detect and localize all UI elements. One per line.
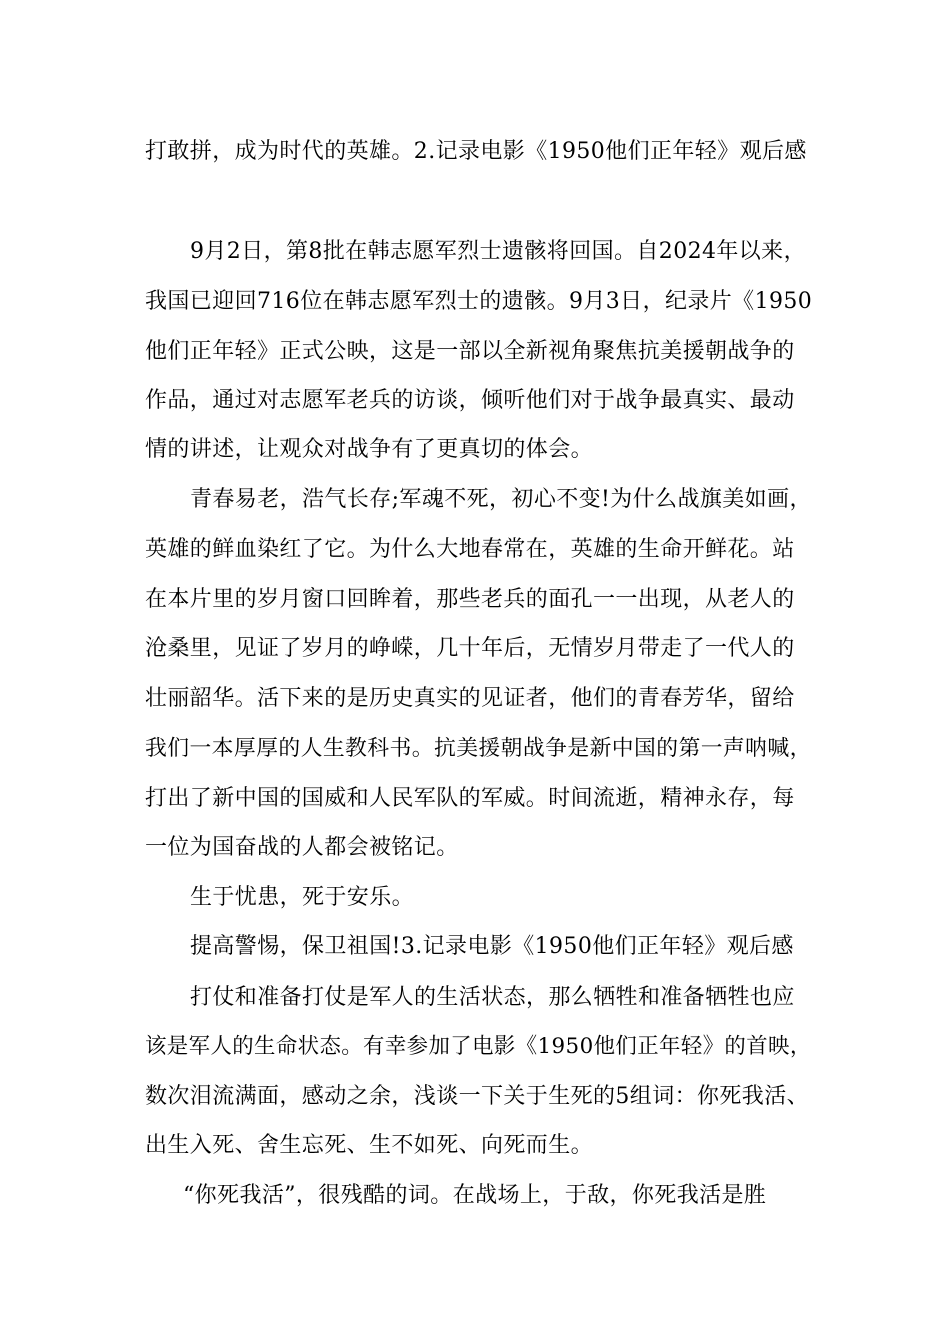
text-line: 青春易老，浩气长存;军魂不死，初心不变!为什么战旗美如画， xyxy=(190,487,812,512)
text-line: 打仗和准备打仗是军人的生活状态，那么牺牲和准备牺牲也应 xyxy=(190,985,795,1010)
text-line: 生于忧患，死于安乐。 xyxy=(190,885,415,910)
text-line: 提高警惕，保卫祖国!3.记录电影《1950他们正年轻》观后感 xyxy=(190,934,794,959)
text-line: 沧桑里，见证了岁月的峥嵘，几十年后，无情岁月带走了一代人的 xyxy=(145,636,795,661)
text-line: “你死我活”，很残酷的词。在战场上，于敌，你死我活是胜 xyxy=(183,1183,767,1208)
text-line: 我国已迎回716位在韩志愿军烈士的遗骸。9月3日，纪录片《1950 xyxy=(145,289,813,314)
text-line: 我们一本厚厚的人生教科书。抗美援朝战争是新中国的第一声呐喊， xyxy=(145,736,812,761)
text-line: 他们正年轻》正式公映，这是一部以全新视角聚焦抗美援朝战争的 xyxy=(145,339,795,364)
text-line: 英雄的鲜血染红了它。为什么大地春常在，英雄的生命开鲜花。站 xyxy=(145,537,795,562)
text-line: 一位为国奋战的人都会被铭记。 xyxy=(145,835,459,860)
text-line: 作品，通过对志愿军老兵的访谈，倾听他们对于战争最真实、最动 xyxy=(145,388,795,413)
text-line: 打出了新中国的国威和人民军队的军威。时间流逝，精神永存，每 xyxy=(145,786,795,811)
text-line: 在本片里的岁月窗口回眸着，那些老兵的面孔一一出现，从老人的 xyxy=(145,587,795,612)
text-line: 情的讲述，让观众对战争有了更真切的体会。 xyxy=(145,437,594,462)
text-line: 出生入死、舍生忘死、生不如死、向死而生。 xyxy=(145,1133,594,1158)
text-line: 该是军人的生命状态。有幸参加了电影《1950他们正年轻》的首映， xyxy=(145,1034,812,1059)
text-line: 壮丽韶华。活下来的是历史真实的见证者，他们的青春芳华，留给 xyxy=(145,686,795,711)
text-line: 9月2日，第8批在韩志愿军烈士遗骸将回国。自2024年以来， xyxy=(190,239,806,264)
text-line: 数次泪流满面，感动之余，浅谈一下关于生死的5组词：你死我活、 xyxy=(145,1084,809,1109)
text-line: 打敢拼，成为时代的英雄。2.记录电影《1950他们正年轻》观后感 xyxy=(145,139,807,164)
